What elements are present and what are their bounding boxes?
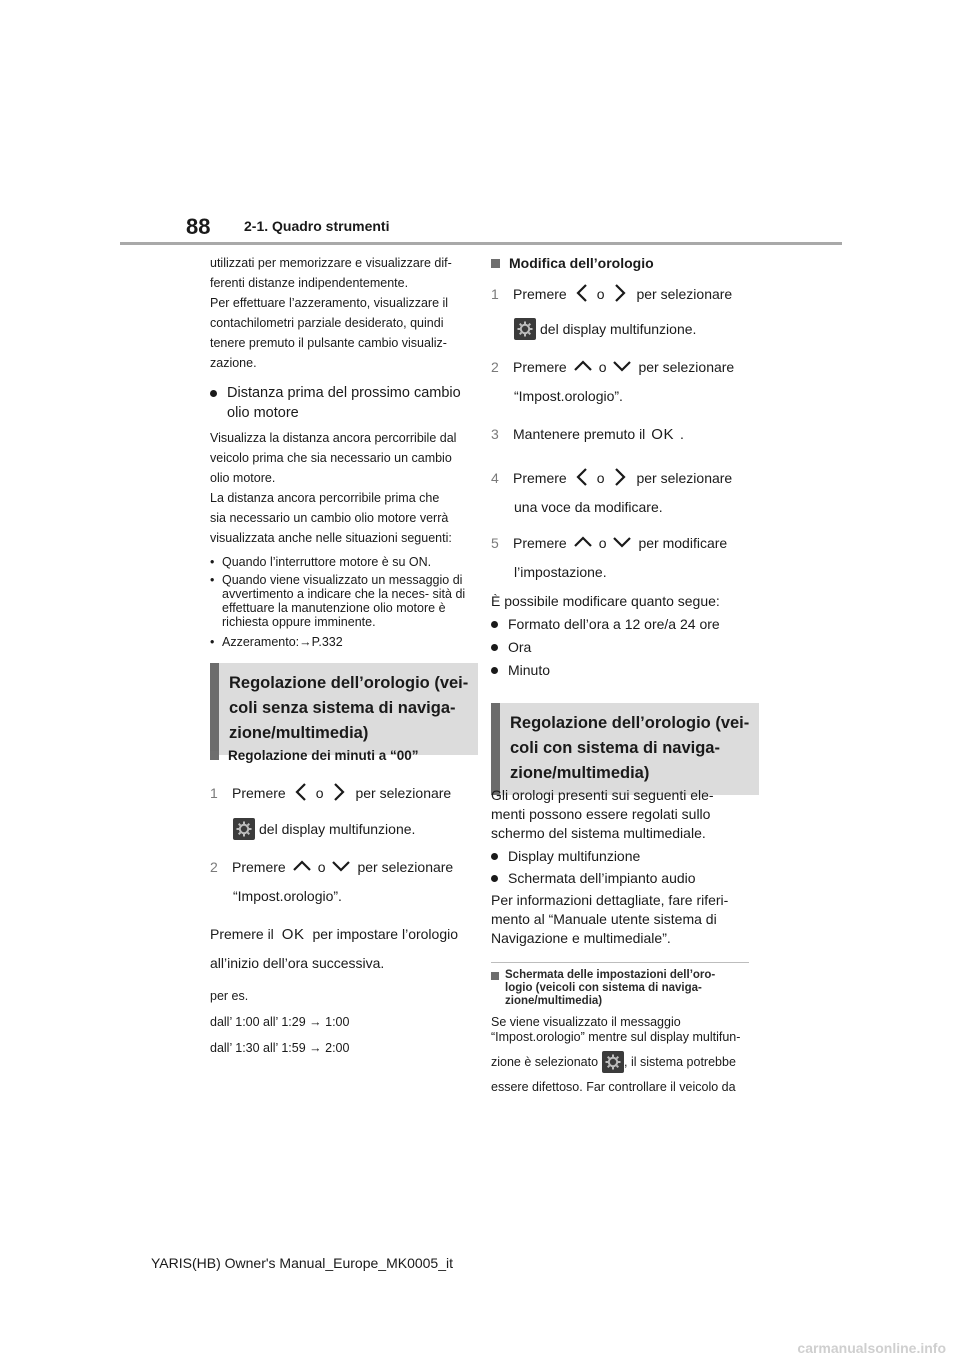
option-item: Minuto — [491, 660, 753, 681]
chevron-up-icon — [573, 535, 593, 551]
chevron-left-icon — [576, 467, 588, 490]
press-ok-line-2: all’inizio dell’ora successiva. — [210, 955, 385, 971]
list-item: • Azzeramento: →P.332 — [210, 635, 343, 649]
footer-manual-id: YARIS(HB) Owner's Manual_Europe_MK0005_it — [151, 1255, 453, 1271]
section-box-with-nav: Regolazione dell’orologio (vei- coli con sistema di naviga- zione/multimedia) — [491, 703, 759, 795]
note-line-icon: zione è selezionato , il sistema potrebbe — [491, 1050, 753, 1074]
info-line: mento al “Manuale utente sistema di — [491, 911, 717, 927]
note-line: “Impost.orologio” mentre sul display multifun- — [491, 1030, 741, 1044]
step-4: 4 Premere o per selezionare — [491, 468, 753, 488]
step-1: 1 Premere o per selezionare — [210, 783, 472, 803]
step-3: 3 Mantenere premuto il OK . — [491, 425, 684, 443]
chevron-down-icon — [331, 859, 351, 875]
example-label: per es. — [210, 989, 249, 1003]
bullet-dot — [491, 875, 498, 882]
intro-line: utilizzati per memorizzare e visualizzare dif- — [210, 256, 452, 270]
modify-heading: Modifica dell’orologio — [491, 255, 753, 271]
chevron-up-icon — [573, 359, 593, 375]
example-line: dall’ 1:30 all’ 1:59 → 2:00 — [210, 1041, 350, 1055]
ok-button-icon: OK — [651, 425, 674, 443]
chevron-right-icon — [333, 782, 345, 805]
square-marker — [491, 972, 499, 980]
square-marker — [210, 751, 219, 760]
step-4-text: una voce da modificare. — [514, 499, 663, 515]
note-line: Se viene visualizzato il messaggio — [491, 1015, 681, 1029]
right-column — [491, 253, 753, 681]
info-line: Navigazione e multimediale”. — [491, 930, 671, 946]
intro-line: tenere premuto il pulsante cambio visualiz- — [210, 336, 447, 350]
note-rule — [491, 962, 749, 963]
chevron-right-icon — [614, 467, 626, 490]
oil-line: olio motore. — [210, 471, 276, 485]
step-5: 5 Premere o per modificare — [491, 535, 728, 551]
intro-line: contachilometri parziale desiderato, quindi — [210, 316, 444, 330]
info-line: Per informazioni dettagliate, fare riferi- — [491, 892, 729, 908]
bullet-dot — [491, 853, 498, 860]
option-item: Formato dell’ora a 12 ore/a 24 ore — [491, 614, 753, 635]
intro-line: zazione. — [210, 356, 257, 370]
page-number: 88 — [186, 214, 211, 239]
chevron-down-icon — [612, 359, 632, 375]
oil-line: La distanza ancora percorribile prima che — [210, 491, 440, 505]
nav-line: schermo del sistema multimediale. — [491, 825, 706, 841]
chevron-down-icon — [612, 535, 632, 551]
bullet-dot — [491, 667, 498, 674]
oil-line: visualizzata anche nelle situazioni seguenti: — [210, 531, 452, 545]
press-ok-line: Premere il OK per impostare l’orologio — [210, 925, 459, 943]
nav-option: Display multifunzione — [491, 846, 753, 867]
section-title: 2-1. Quadro strumenti — [244, 218, 390, 234]
oil-line: sia necessario un cambio olio motore verrà — [210, 511, 449, 525]
note-heading: Schermata delle impostazioni dell’oro- logio (veicoli con sistema di naviga- zione/multimedia) — [491, 969, 753, 1008]
nav-line: menti possono essere regolati sullo — [491, 806, 711, 822]
nav-line: Gli orologi presenti sui seguenti ele- — [491, 787, 714, 803]
settings-gear-icon — [602, 1051, 624, 1073]
intro-line: ferenti distanze indipendentemente. — [210, 276, 409, 290]
step-2: 2 Premere o per selezionare — [210, 859, 454, 875]
step-1-text: del display multifunzione. — [540, 321, 697, 337]
chevron-left-icon — [295, 782, 307, 805]
note-line: essere difettoso. Far controllare il veicolo da — [491, 1080, 736, 1094]
left-column — [210, 253, 472, 651]
chevron-right-icon — [614, 283, 626, 306]
example-line: dall’ 1:00 all’ 1:29 → 1:00 — [210, 1015, 350, 1029]
bullet-dot — [210, 390, 217, 397]
settings-gear-icon — [233, 818, 255, 840]
nav-section — [491, 786, 753, 1095]
bullet-dot — [491, 644, 498, 651]
bullet-dot — [491, 621, 498, 628]
header-rule — [120, 242, 842, 245]
step-2-text: “Impost.orologio”. — [233, 888, 342, 904]
chevron-left-icon — [576, 283, 588, 306]
step-2-text: “Impost.orologio”. — [514, 388, 623, 404]
list-item: • Quando l’interruttore motore è su ON. — [210, 555, 432, 569]
oil-line: Visualizza la distanza ancora percorribile dal — [210, 431, 457, 445]
step-5-text: l’impostazione. — [514, 564, 607, 580]
watermark: carmanualsonline.info — [797, 1340, 946, 1356]
oil-heading-l1: Distanza prima del prossimo cambio — [227, 385, 461, 401]
oil-heading-l2: olio motore — [227, 405, 299, 421]
settings-gear-icon — [514, 318, 536, 340]
nav-option: Schermata dell’impianto audio — [491, 868, 753, 889]
step-1: 1 Premere o per selezionare — [491, 284, 753, 304]
step-2: 2 Premere o per selezionare — [491, 359, 735, 375]
page-reference[interactable]: →P.332 — [299, 635, 343, 649]
minutes-heading: Regolazione dei minuti a “00” — [210, 748, 472, 763]
chevron-up-icon — [292, 859, 312, 875]
list-item: • Quando viene visualizzato un messaggio di avvertimento a indicare che la neces- sità di effettuare la manutenzione olio motore è richiesta oppure imminente. — [210, 573, 466, 629]
possible-text: È possibile modificare quanto segue: — [491, 593, 720, 609]
ok-button-icon: OK — [281, 925, 305, 943]
minutes-section — [210, 748, 472, 1061]
oil-change-heading — [210, 383, 472, 423]
square-marker — [491, 259, 500, 268]
intro-line: Per effettuare l’azzeramento, visualizzare il — [210, 296, 449, 310]
situation-list — [210, 554, 472, 651]
oil-line: veicolo prima che sia necessario un cambio — [210, 451, 452, 465]
step-1-text: del display multifunzione. — [259, 821, 416, 837]
option-item: Ora — [491, 637, 753, 658]
section-box-no-nav: Regolazione dell’orologio (vei- coli senza sistema di naviga- zione/multimedia) — [210, 663, 478, 755]
